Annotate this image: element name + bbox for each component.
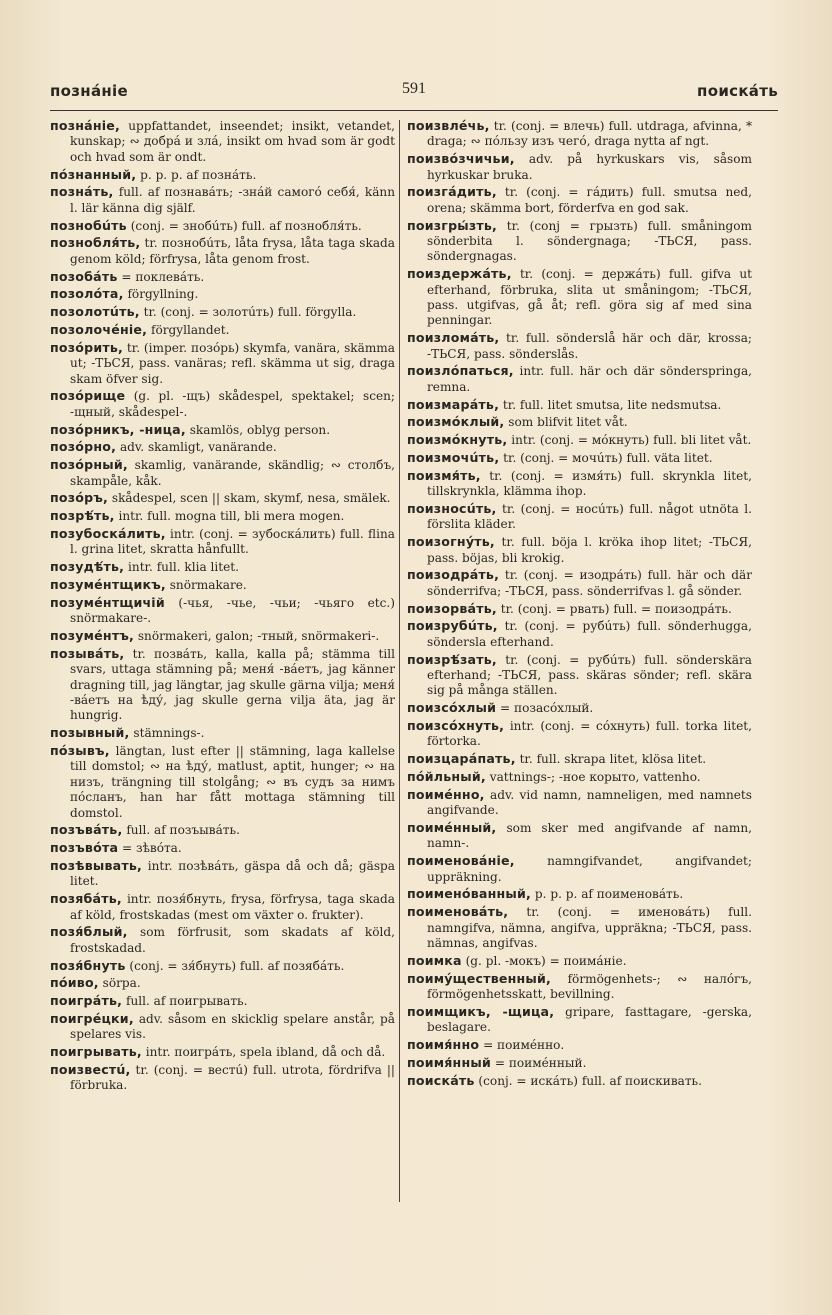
entry-headword: поизмочúть, [407, 450, 500, 466]
entry-headword: позумéнтщикъ, [50, 577, 166, 592]
dictionary-entry [407, 700, 752, 716]
entry-definition: förgyllning. [127, 287, 199, 302]
dictionary-entry [50, 235, 395, 267]
entry-definition: full. af познавáть; -знáй самогó себя́, känn l. lär känna dig själf. [70, 185, 395, 215]
dictionary-entry [50, 167, 395, 183]
entry-headword: позъвóта [50, 840, 119, 856]
entry-headword: позубоскáлить, [50, 526, 166, 541]
dictionary-entry [50, 388, 395, 420]
entry-definition: intr. позя́бнуть, frysa, förfrysa, taga skada af köld, frostskadas (mest om växter o. frukter). [70, 892, 395, 922]
entry-headword: поизрѣ́зать, [407, 651, 497, 667]
page-number: 591 [402, 80, 426, 97]
entry-definition: förgyllandet. [151, 323, 230, 337]
entry-definition: som förfrusit, som skadats af köld, frostskadad. [70, 925, 395, 955]
entry-headword: поимéнно, [407, 786, 485, 802]
entry-definition: full. af позъывáть. [126, 823, 240, 838]
entry-definition: tr. (conj. = измя́ть) full. skrynkla litet, tillskrynkla, klämma ihop. [427, 468, 752, 499]
entry-headword: позóрный, [50, 457, 128, 473]
dictionary-entry [407, 363, 752, 395]
dictionary-entry [407, 1037, 752, 1053]
dictionary-entry [50, 218, 395, 234]
entry-definition: tr. full. sönderslå här och där, krossa; -ТЬСЯ, pass. sönderslås. [427, 331, 752, 361]
entry-headword: поигрáть, [50, 993, 123, 1009]
entry-headword: поизвóзчичьи, [407, 151, 515, 167]
dictionary-entry [407, 218, 752, 265]
entry-definition: intr. (conj. = мóкнуть) full. bli litet våt. [511, 433, 752, 448]
dictionary-entry [50, 340, 395, 387]
entry-definition: adv. på hyrkuskars vis, såsom hyrkuskar bruka. [427, 152, 752, 182]
entry-headword: поимка [407, 952, 462, 968]
left-running-headword: познáніе [50, 82, 128, 100]
entry-definition: tr. (conj. = рвать) full. = поизодрáть. [500, 601, 732, 616]
entry-definition: adv. såsom en skicklig spelare anstår, på spelares vis. [70, 1012, 395, 1042]
entry-definition: (conj. = знобúть) full. af познобля́ть. [130, 218, 362, 233]
entry-definition: stämnings-. [133, 726, 205, 741]
entry-definition: = поимéнный. [494, 1055, 587, 1070]
entry-headword: позрѣ́ть, [50, 508, 115, 524]
entry-definition: intr. full. här och där sönderspringa, remna. [427, 364, 752, 394]
entry-definition: snörmakeri, galon; -тный, snörmakeri-. [137, 629, 380, 643]
entry-definition: tr. (conj. = рубúть) full. sönderskära efterhand; -ТЬСЯ, pass. skäras sönder; refl. skära sig på många ställen. [427, 652, 752, 698]
entry-headword: поизмóклый, [407, 414, 505, 430]
entry-headword: пóиво, [50, 975, 99, 991]
dictionary-entry [407, 567, 752, 599]
entry-headword: поизорвáть, [407, 600, 497, 616]
entry-definition: skamlös, oblyg person. [189, 422, 331, 437]
entry-definition: adv. vid namn, namneligen, med namnets angifvande. [427, 787, 752, 818]
entry-definition: uppfattandet, inseendet; insikt, vetandet, kunskap; ∾ добрá и злá, insikt om hvad som är godt och hvad som är ondt. [70, 119, 395, 164]
entry-definition: (-чья, -чье, -чьи; -чьяго etc.) snörmakare-. [70, 595, 395, 626]
entry-definition: (g. pl. -мокъ) = поимáніе. [465, 953, 627, 968]
dictionary-entry [50, 184, 395, 216]
dictionary-entry [50, 975, 395, 991]
dictionary-entry [407, 330, 752, 362]
dictionary-entry [50, 526, 395, 558]
entry-headword: позывáть, [50, 645, 125, 661]
dictionary-entry [50, 822, 395, 838]
entry-headword: поимéнный, [407, 820, 497, 836]
dictionary-entry [50, 439, 395, 455]
entry-headword: поиздержáть, [407, 266, 512, 282]
entry-definition: = поклевáть. [121, 269, 205, 284]
entry-headword: познáть, [50, 184, 114, 200]
entry-definition: skamlig, vanärande, skändlig; ∾ столбъ, skampåle, kåk. [70, 458, 395, 488]
dictionary-entry [407, 718, 752, 750]
entry-headword: позъвáть, [50, 822, 123, 838]
right-column [407, 118, 752, 1208]
dictionary-entry [407, 601, 752, 617]
entry-headword: поизвлéчь, [407, 118, 490, 133]
entry-headword: позолочéніе, [50, 322, 148, 337]
dictionary-entry [407, 118, 752, 150]
entry-definition: (conj. = зя́бнуть) full. af позябáть. [129, 958, 345, 973]
dictionary-entry [50, 559, 395, 575]
entry-headword: позумéнтщичій [50, 594, 165, 610]
dictionary-entry [50, 858, 395, 890]
entry-headword: позóрище [50, 388, 126, 404]
entry-definition: tr. позвáть, kalla, kalla på; stämma till svars, uttaga stämning på; меня́ -вáетъ, jag känner dragning till, jag längtar, jag skulle gärna vilja; меня́ -вáетъ на ѣду́, jag skulle gerna vilja äta, jag är hungrig. [70, 646, 395, 723]
entry-definition: tr. (conj. = вестú) full. utrota, fördrifva || förbruka. [70, 1063, 395, 1093]
entry-definition: gripare, fasttagare, -gerska, beslagare. [427, 1004, 752, 1035]
header-rule [50, 110, 778, 111]
entry-definition: tr. (conj. = мочúть) full. väta litet. [503, 451, 713, 466]
entry-definition: snörmakare. [169, 578, 247, 592]
dictionary-entry [407, 414, 752, 430]
dictionary-entry [50, 924, 395, 956]
entry-headword: позумéнтъ, [50, 628, 134, 643]
entry-headword: позóръ, [50, 490, 108, 506]
entry-definition: tr. (conj = грызть) full. småningom sönderbita l. söndergnaga; -ТЬСЯ, pass. söndergnagas. [427, 218, 752, 264]
entry-headword: позя́блый, [50, 924, 128, 940]
entry-headword: поизмóкнуть, [407, 432, 508, 448]
dictionary-entry [407, 904, 752, 951]
entry-headword: поимя́нно [407, 1037, 480, 1053]
dictionary-entry [50, 508, 395, 524]
entry-definition: tr. (imper. позóрь) skymfa, vanära, skämma ut; -ТЬСЯ, pass. vanäras; refl. skämma ut sig, draga skam öfver sig. [70, 340, 395, 386]
entry-definition: tr. (conj. = изодрáть) full. här och där sönderrifva; -ТЬСЯ, pass. sönderrifvas l. gå sönder. [427, 568, 752, 598]
dictionary-entry [407, 971, 752, 1003]
entry-headword: поименовáть, [407, 904, 509, 920]
dictionary-entry [50, 269, 395, 285]
entry-headword: пóзнанный, [50, 166, 137, 182]
entry-definition: (g. pl. -щъ) skådespel, spektakel; scen; -щный, skådespel-. [70, 389, 395, 419]
entry-headword: поискáть [407, 1072, 475, 1088]
entry-definition: intr. позѣвáть, gäspa då och då; gäspa litet. [70, 859, 395, 889]
dictionary-entry [407, 432, 752, 448]
dictionary-entry [407, 468, 752, 500]
entry-definition: = зѣвóта. [122, 841, 182, 856]
entry-definition: förmögenhets-; ∾ налóгъ, förmögenhetsskatt, bevillning. [427, 971, 752, 1002]
entry-definition: sörpa. [102, 976, 141, 991]
entry-definition: som blifvit litet våt. [508, 415, 628, 430]
entry-definition: som sker med angifvande af namn, namn-. [427, 821, 752, 851]
page-header [50, 80, 778, 104]
dictionary-entry [50, 1044, 395, 1060]
dictionary-entry [50, 1062, 395, 1094]
entry-headword: поизлóпаться, [407, 363, 514, 379]
dictionary-entry [50, 891, 395, 923]
entry-headword: поизсóхлый [407, 700, 497, 716]
entry-headword: поизцарáпать, [407, 751, 516, 767]
entry-headword: поизрубúть, [407, 618, 498, 634]
entry-definition: p. p. p. af поименовáть. [534, 887, 684, 902]
entry-headword: познобля́ть, [50, 235, 141, 251]
dictionary-entry [407, 769, 752, 785]
entry-headword: позывный, [50, 725, 130, 741]
entry-headword: поизгры́зть, [407, 217, 498, 233]
entry-headword: поизмя́ть, [407, 467, 481, 483]
column-divider [399, 120, 400, 1202]
dictionary-entry [407, 266, 752, 329]
entry-definition: tr. (conj. = гáдить) full. smutsa ned, orena; skämma bort, förderfva en god sak. [427, 185, 752, 215]
dictionary-entry [50, 1011, 395, 1043]
dictionary-entry [407, 618, 752, 650]
dictionary-entry [407, 820, 752, 852]
dictionary-entry [407, 397, 752, 413]
entry-headword: поизодрáть, [407, 567, 500, 583]
dictionary-entry [407, 501, 752, 533]
entry-headword: поизсóхнуть, [407, 718, 505, 734]
entry-definition: namngifvandet, angifvandet; uppräkning. [427, 854, 752, 884]
entry-definition: längtan, lust efter || stämning, laga kallelse till domstol; ∾ на ѣду́, matlust, aptit, hunger; ∾ на низъ, trängning till stolgång; ∾ въ судъ за нимъ пóсланъ, han har fått mottaga stämning till domstol. [70, 744, 395, 820]
entry-definition: intr. (conj. = сóхнуть) full. torka litet, förtorka. [427, 719, 752, 749]
entry-headword: позолóта, [50, 286, 124, 302]
entry-headword: поигрывать, [50, 1044, 142, 1060]
dictionary-entry [50, 958, 395, 974]
entry-headword: поизвестú, [50, 1062, 131, 1078]
entry-headword: позобáть [50, 268, 118, 284]
entry-headword: позóрить, [50, 339, 124, 355]
dictionary-entry [407, 1004, 752, 1036]
dictionary-entry [50, 322, 395, 338]
entry-definition: tr. full. böja l. kröka ihop litet; -ТЬСЯ, pass. böjas, bli krokig. [427, 535, 752, 565]
dictionary-entry [50, 286, 395, 302]
entry-definition: adv. skamligt, vanärande. [119, 440, 277, 455]
dictionary-entry [407, 1055, 752, 1071]
entry-headword: поимя́нный [407, 1054, 491, 1070]
dictionary-entry [407, 953, 752, 969]
dictionary-entry [407, 184, 752, 216]
dictionary-entry [407, 751, 752, 767]
dictionary-entry [50, 628, 395, 644]
dictionary-entry [50, 993, 395, 1009]
entry-definition: tr. (conj. = носúть) full. något utnöta l. förslita kläder. [427, 502, 752, 532]
entry-headword: пóзывъ, [50, 743, 110, 759]
entry-definition: tr. познобúть, låta frysa, låta taga skada genom köld; förfrysa, låta genom frost. [70, 236, 395, 266]
entry-headword: позя́бнуть [50, 957, 126, 973]
entry-headword: поизломáть, [407, 330, 500, 346]
dictionary-entry [50, 725, 395, 741]
entry-headword: позóрникъ, -ница, [50, 421, 186, 437]
entry-definition: (conj. = искáть) full. af поискивать. [478, 1073, 702, 1088]
entry-definition: intr. поигрáть, spela ibland, då och då. [145, 1045, 386, 1060]
dictionary-entry [50, 490, 395, 506]
entry-headword: позябáть, [50, 891, 122, 907]
entry-definition: tr. (conj. = держáть) full. gifva ut efterhand, förbruka, slita ut småningom; -ТЬСЯ, pass. utgifvas, gå åt; refl. göra sig af med sina penningar. [427, 267, 752, 328]
entry-headword: позудѣ́ть, [50, 559, 125, 575]
dictionary-entry [407, 151, 752, 183]
entry-definition: tr. (conj. = именовáть) full. namngifva, nämna, angifva, uppräkna; -ТЬСЯ, pass. nämnas, angifvas. [427, 905, 752, 951]
entry-headword: поигрéцки, [50, 1011, 134, 1027]
dictionary-entry [50, 118, 395, 165]
dictionary-entry [50, 304, 395, 320]
dictionary-entry [50, 577, 395, 593]
dictionary-entry [407, 787, 752, 819]
left-column [50, 118, 395, 1208]
entry-definition: tr. (conj. = влечь) full. utdraga, afvinna, * draga; ∾ пóльзу изъ чегó, draga nytta af ngt. [427, 119, 752, 149]
entry-headword: поизмарáть, [407, 396, 500, 412]
dictionary-entry [50, 457, 395, 489]
dictionary-entry [50, 422, 395, 438]
entry-definition: p. p. p. af познáть. [140, 167, 257, 182]
dictionary-entry [50, 743, 395, 821]
dictionary-entry [407, 853, 752, 885]
entry-headword: позóрно, [50, 439, 117, 455]
entry-headword: поименóванный, [407, 886, 532, 902]
entry-definition: vattnings-; -ное корыто, vattenho. [489, 770, 701, 785]
dictionary-entry [407, 1073, 752, 1089]
entry-headword: пóйльный, [407, 769, 486, 785]
entry-headword: поимщикъ, -щица, [407, 1003, 555, 1019]
entry-definition: tr. full. skrapa litet, klösa litet. [519, 752, 707, 767]
entry-definition: intr. full. mogna till, bli mera mogen. [118, 509, 345, 524]
entry-headword: поименовáніе, [407, 853, 515, 869]
entry-definition: full. af поигрывать. [125, 994, 248, 1009]
entry-definition: tr. (conj. = рубúть) full. sönderhugga, söndersla efterhand. [427, 619, 752, 649]
dictionary-entry [50, 595, 395, 627]
entry-definition: intr. (conj. = зубоскáлить) full. flina l. grina litet, skratta hånfullt. [70, 527, 395, 557]
entry-headword: позѣвывать, [50, 858, 143, 874]
dictionary-entry [407, 652, 752, 699]
entry-definition: = позасóхлый. [500, 701, 594, 716]
entry-headword: познобúть [50, 217, 127, 233]
dictionary-entry [50, 840, 395, 856]
entry-headword: поимýщественный, [407, 970, 552, 986]
entry-definition: tr. (conj. = золотúть) full. förgylla. [143, 305, 357, 320]
dictionary-entry [407, 534, 752, 566]
dictionary-entry [407, 450, 752, 466]
entry-definition: intr. full. klia litet. [128, 560, 239, 575]
entry-definition: skådespel, scen || skam, skymf, nesa, smälek. [111, 491, 391, 506]
entry-definition: tr. full. litet smutsa, lite nedsmutsa. [502, 397, 722, 412]
entry-headword: позолотúть, [50, 304, 140, 320]
dictionary-entry [407, 886, 752, 902]
entry-headword: поизносúть, [407, 501, 497, 517]
entry-headword: познáніе, [50, 118, 121, 133]
right-running-headword: поискáть [697, 82, 778, 100]
entry-headword: поизогнýть, [407, 534, 495, 550]
entry-definition: = поимéнно. [483, 1038, 565, 1053]
dictionary-entry [50, 646, 395, 724]
entry-headword: поизгáдить, [407, 184, 497, 200]
